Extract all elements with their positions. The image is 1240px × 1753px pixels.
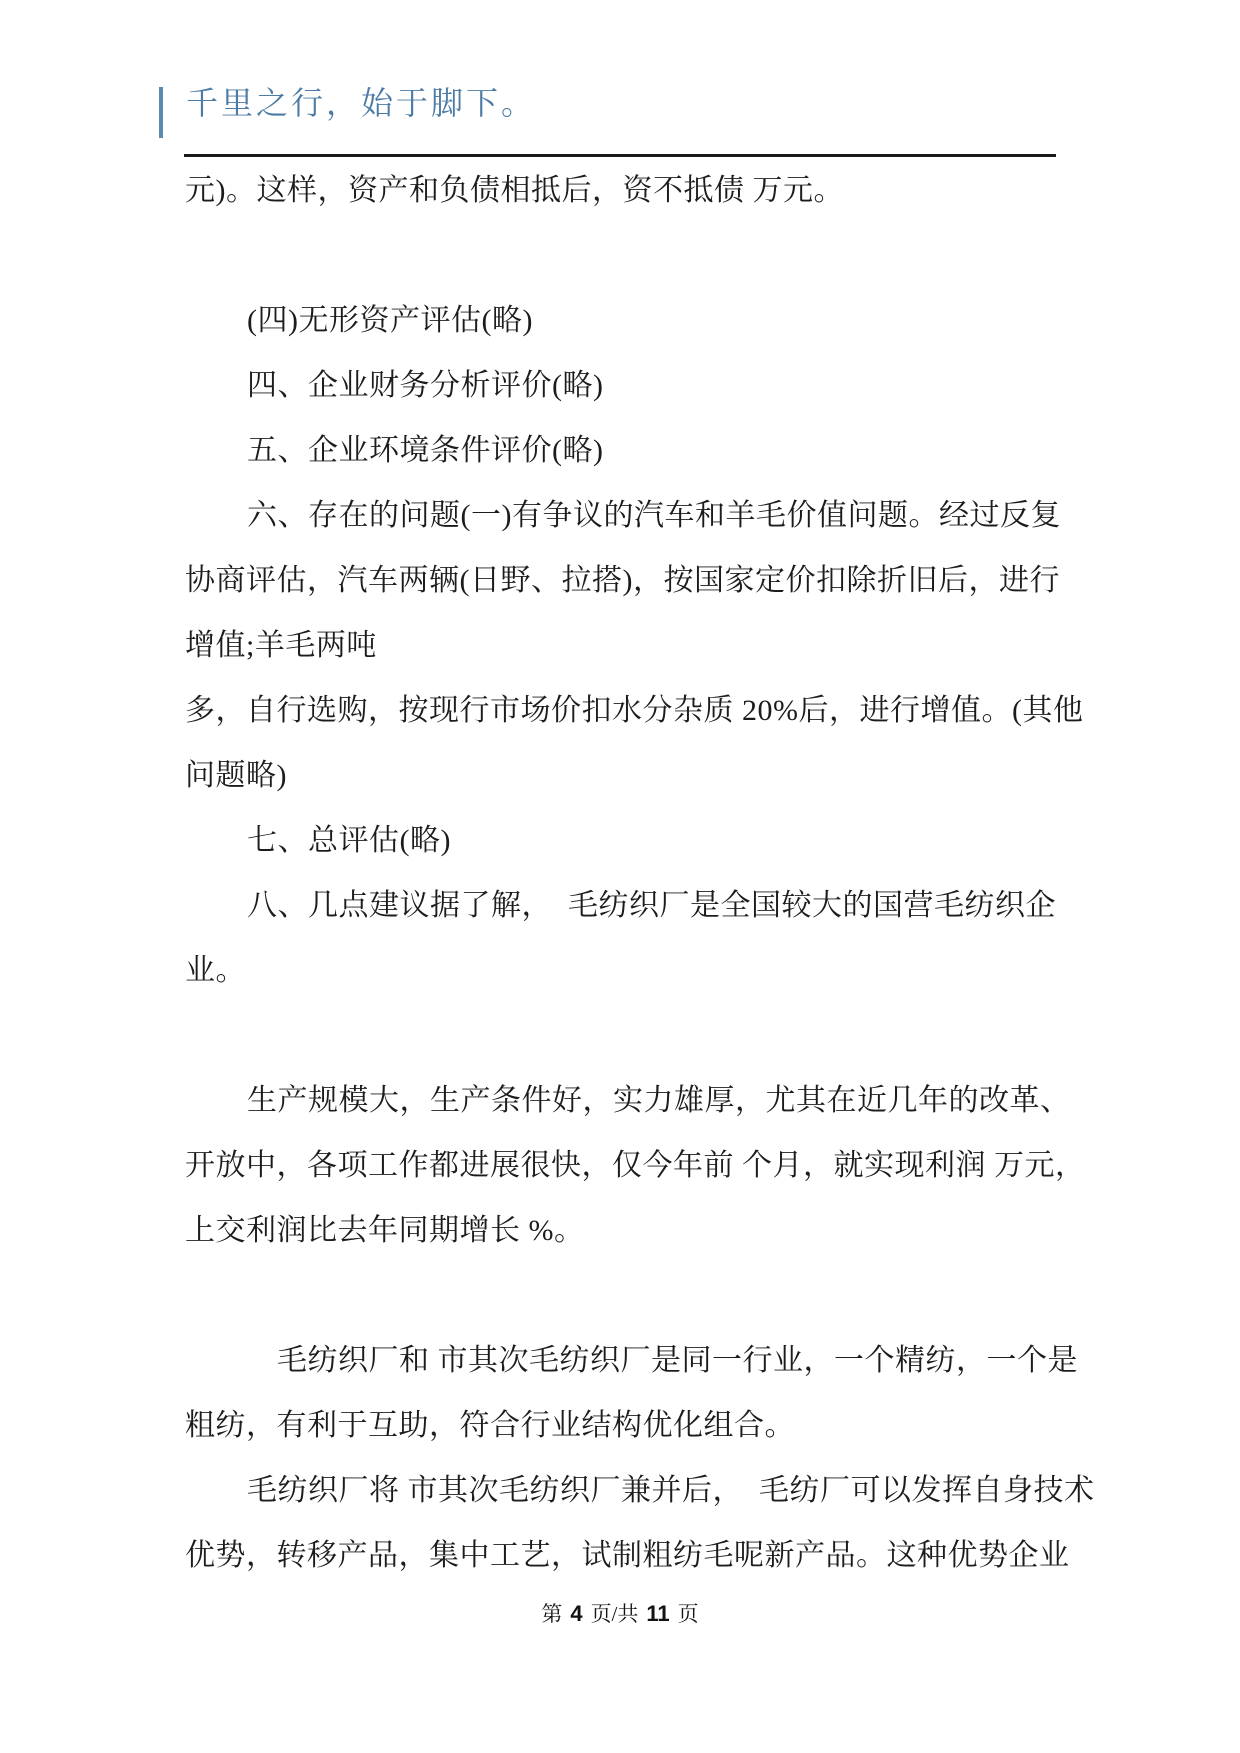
text-line (185, 1003, 1065, 1068)
footer-prefix: 第 (541, 1602, 563, 1626)
document-body (185, 158, 1095, 1588)
text-line: 粗纺，有利于互助，符合行业结构优化组合。 (185, 1409, 795, 1442)
page-footer (0, 1598, 1240, 1628)
text-line: 八、几点建议据了解， 毛纺织厂是全国较大的国营毛纺织企 (247, 889, 1056, 922)
text-line: 协商评估，汽车两辆(日野、拉搭)，按国家定价扣除折旧后，进行 (185, 564, 1060, 597)
text-line (185, 1263, 1065, 1328)
text-line: 增值;羊毛两吨 (185, 629, 377, 662)
text-line: 六、存在的问题(一)有争议的汽车和羊毛价值问题。经过反复 (247, 499, 1061, 532)
header-accent-bar (159, 87, 163, 138)
text-line: 业。 (185, 954, 246, 987)
text-line: 毛纺织厂和 市其次毛纺织厂是同一行业，一个精纺，一个是 (277, 1344, 1078, 1377)
footer-middle: 页/共 (590, 1602, 639, 1626)
text-line: 多，自行选购，按现行市场价扣水分杂质 20%后，进行增值。(其他 (185, 694, 1084, 727)
footer-total-pages: 11 (646, 1601, 670, 1626)
page-motto: 千里之行，始于脚下。 (186, 85, 537, 121)
text-line: 四、企业财务分析评价(略) (247, 369, 604, 402)
text-line: 元)。这样，资产和负债相抵后，资不抵债 万元。 (185, 174, 844, 207)
header-rule (184, 154, 1056, 157)
text-line (185, 223, 1065, 288)
text-line: 生产规模大，生产条件好，实力雄厚，尤其在近几年的改革、 (247, 1084, 1071, 1117)
text-line: 毛纺织厂将 市其次毛纺织厂兼并后， 毛纺厂可以发挥自身技术 (247, 1474, 1095, 1507)
text-line: 开放中，各项工作都进展很快，仅今年前 个月，就实现利润 万元， (185, 1149, 1086, 1182)
text-line: 七、总评估(略) (247, 824, 451, 857)
footer-suffix: 页 (677, 1602, 699, 1626)
text-line: 上交利润比去年同期增长 %。 (185, 1214, 585, 1247)
text-line: 问题略) (185, 759, 287, 792)
footer-page-number: 4 (570, 1601, 583, 1626)
text-line: (四)无形资产评估(略) (247, 304, 533, 337)
text-line: 优势，转移产品，集中工艺，试制粗纺毛呢新产品。这种优势企业 (185, 1539, 1070, 1572)
text-line: 五、企业环境条件评价(略) (247, 434, 604, 467)
